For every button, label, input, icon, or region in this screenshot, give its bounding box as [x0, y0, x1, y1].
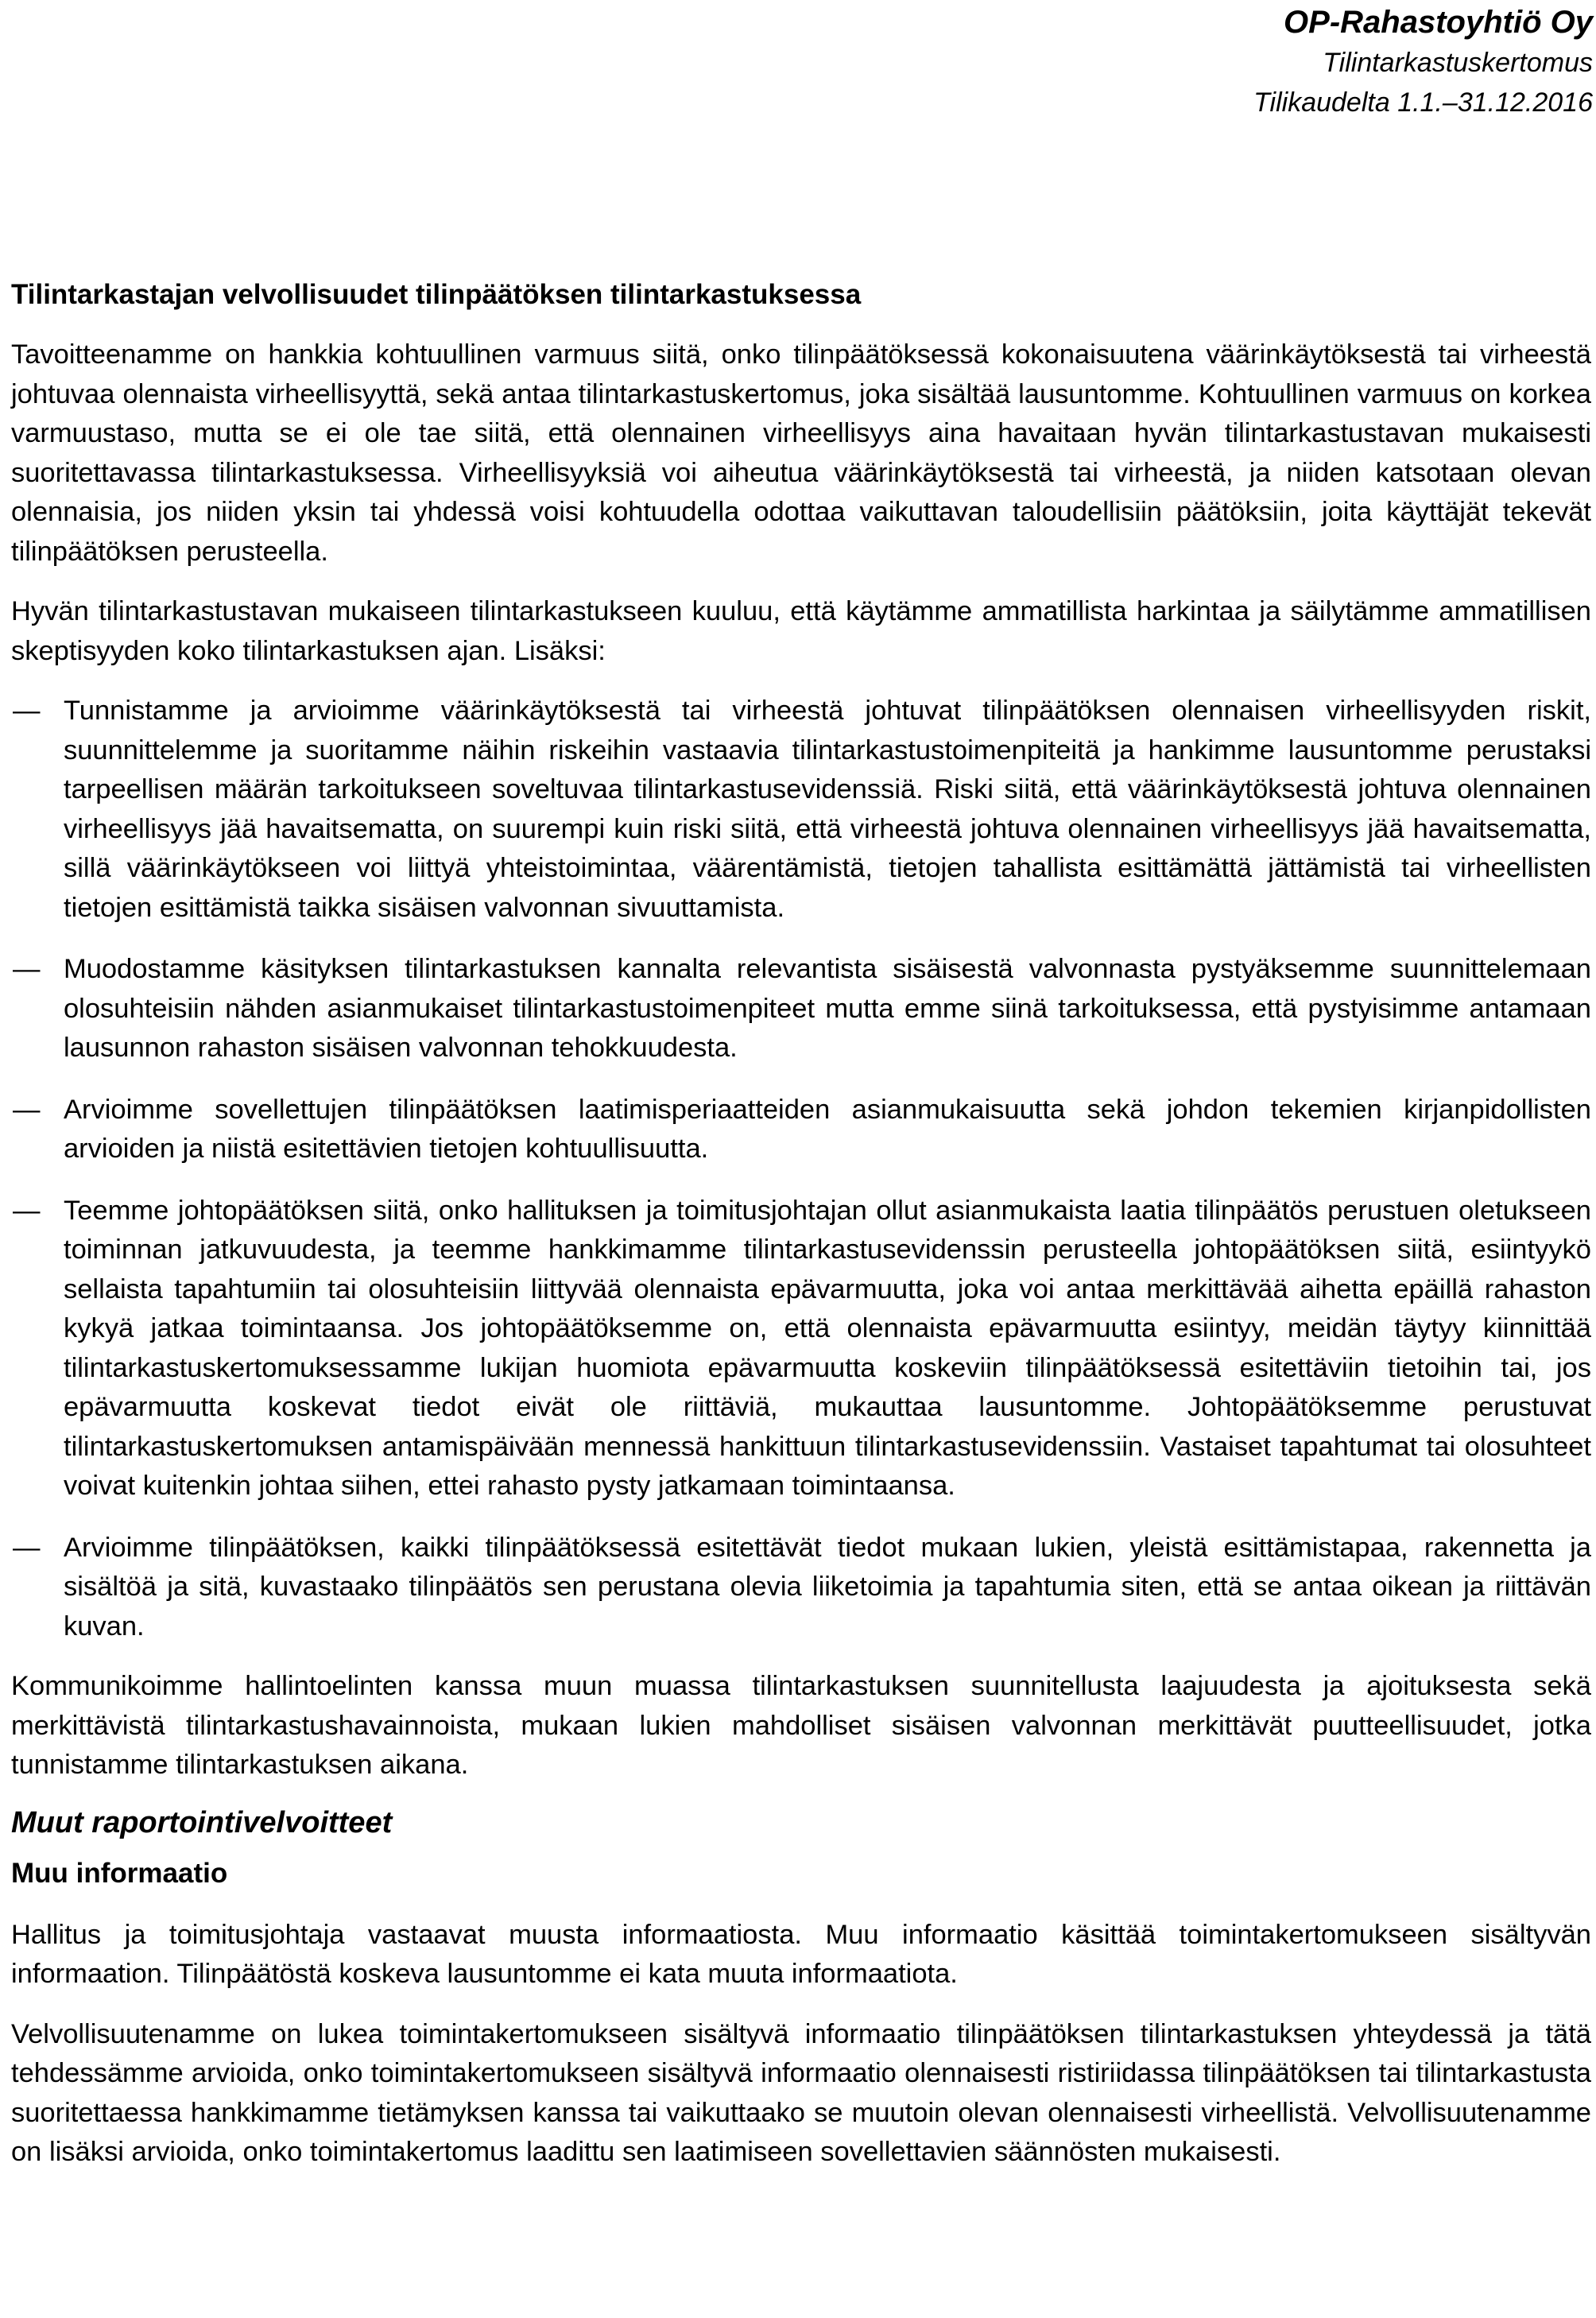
paragraph-duty: Velvollisuutenamme on lukea toimintakertomukseen sisältyvä informaatio tilinpäätöksen tilintarkastuksen yhteydessä ja tätä tehdessämme arvioida, onko toimintakertomukseen sisältyvä informaatio olennaisesti ristiriidassa tilinpäätöksen tai tilintarkastusta suoritettaessa hankkimamme tietämyksen kanssa tai vaikuttaako se muutoin olevan olennaisesti virheellistä. Velvollisuutenamme on lisäksi arvioida, onko toimintakertomus laadittu sen laatimiseen sovellettavien säännösten mukaisesti.	[11, 2018, 1591, 2167]
report-title: Tilintarkastuskertomus	[1323, 48, 1593, 78]
list-item-text: Arvioimme tilinpäätöksen, kaikki tilinpäätöksessä esitettävät tiedot mukaan lukien, yleistä esittämistapaa, rakennetta ja sisältöä ja sitä, kuvastaako tilinpäätös sen perustana olevia liiketoimia ja tapahtumia siten, että se antaa oikean ja riittävän kuvan.	[64, 1532, 1591, 1642]
list-item	[11, 1529, 1591, 1647]
list-item-text: Tunnistamme ja arvioimme väärinkäytöksestä tai virheestä johtuvat tilinpäätöksen olennaisen virheellisyyden riskit, suunnittelemme ja suoritamme näihin riskeihin vastaavia tilintarkastustoimenpiteitä ja hankimme lausuntomme perustaksi tarpeellisen määrän tarkoitukseen soveltuvaa tilintarkastusevidenssiä. Riski siitä, että väärinkäytöksestä johtuva olennainen virheellisyys jää havaitsematta, on suurempi kuin riski siitä, että virheestä johtuva olennainen virheellisyys jää havaitsematta, sillä väärinkäytökseen voi liittyä yhteistoimintaa, väärentämistä, tietojen tahallista esittämättä jättämistä tai virheellisten tietojen esittämistä taikka sisäisen valvonnan sivuuttamista.	[64, 696, 1591, 923]
bullet-dash: —	[13, 696, 41, 726]
section-heading: Tilintarkastajan velvollisuudet tilinpäätöksen tilintarkastuksessa	[11, 279, 862, 310]
list-item-text: Muodostamme käsityksen tilintarkastuksen kannalta relevantista sisäisestä valvonnasta pystyäksemme suunnittelemaan olosuhteisiin nähden asianmukaiset tilintarkastustoimenpiteet mutta emme siinä tarkoituksessa, että pystyisimme antamaan lausunnon rahaston sisäisen valvonnan tehokkuudesta.	[64, 954, 1591, 1063]
bullet-dash: —	[13, 1094, 41, 1125]
sub-heading: Muu informaatio	[11, 1857, 228, 1889]
list-item-text: Arvioimme sovellettujen tilinpäätöksen laatimisperiaatteiden asianmukaisuutta sekä johdon tekemien kirjanpidollisten arvioiden ja niistä esitettävien tietojen kohtuullisuutta.	[64, 1094, 1591, 1164]
list-item	[11, 1192, 1591, 1506]
page-header	[1253, 2, 1593, 122]
list-item	[11, 692, 1591, 928]
report-period: Tilikaudelta 1.1.–31.12.2016	[1253, 87, 1593, 118]
major-heading: Muut raportointivelvoitteet	[11, 1805, 393, 1839]
responsibilities-list	[11, 692, 1591, 1646]
bullet-dash: —	[13, 954, 41, 984]
document-body	[11, 275, 1591, 2173]
paragraph-objective: Tavoitteenamme on hankkia kohtuullinen varmuus siitä, onko tilinpäätöksessä kokonaisuutena väärinkäytöksestä tai virheestä johtuvaa olennaista virheellisyyttä, sekä antaa tilintarkastuskertomus, joka sisältää lausuntomme. Kohtuullinen varmuus on korkea varmuustaso, mutta se ei ole tae siitä, että olennainen virheellisyys aina havaitaan hyvän tilintarkastustavan mukaisesti suoritettavassa tilintarkastuksessa. Virheellisyyksiä voi aiheutua väärinkäytöksestä tai virheestä, ja niiden katsotaan olevan olennaisia, jos niiden yksin tai yhdessä voisi kohtuudella odottaa vaikuttavan taloudellisiin päätöksiin, joita käyttäjät tekevät tilinpäätöksen perusteella.	[11, 339, 1591, 567]
list-item	[11, 1091, 1591, 1169]
list-item	[11, 950, 1591, 1068]
paragraph-professional-judgement: Hyvän tilintarkastustavan mukaiseen tilintarkastukseen kuuluu, että käytämme ammatillista harkintaa ja säilytämme ammatillisen skeptisyyden koko tilintarkastuksen ajan. Lisäksi:	[11, 596, 1591, 666]
paragraph-other-information: Hallitus ja toimitusjohtaja vastaavat muusta informaatiosta. Muu informaatio käsittää toimintakertomukseen sisältyvän informaation. Tilinpäätöstä koskeva lausuntomme ei kata muuta informaatiota.	[11, 1919, 1591, 1989]
list-item-text: Teemme johtopäätöksen siitä, onko hallituksen ja toimitusjohtajan ollut asianmukaista laatia tilinpäätös perustuen oletukseen toiminnan jatkuvuudesta, ja teemme hankkimamme tilintarkastusevidenssin perusteella johtopäätöksen siitä, esiintyykö sellaista tapahtumiin tai olosuhteisiin liittyvää olennaista epävarmuutta, joka voi antaa merkittävää aihetta epäillä rahaston kykyä jatkaa toimintaansa. Jos johtopäätöksemme on, että olennaista epävarmuutta esiintyy, meidän täytyy kiinnittää tilintarkastuskertomuksessamme lukijan huomiota epävarmuutta koskeviin tilinpäätöksessä esitettäviin tietoihin tai, jos epävarmuutta koskevat tiedot eivät ole riittäviä, mukauttaa lausuntomme. Johtopäätöksemme perustuvat tilintarkastuskertomuksen antamispäivään mennessä hankittuun tilintarkastusevidenssiin. Vastaiset tapahtumat tai olosuhteet voivat kuitenkin johtaa siihen, ettei rahasto pysty jatkamaan toimintaansa.	[64, 1195, 1591, 1501]
bullet-dash: —	[13, 1195, 41, 1226]
company-name: OP-Rahastoyhtiö Oy	[1284, 5, 1593, 40]
paragraph-communication: Kommunikoimme hallintoelinten kanssa muun muassa tilintarkastuksen suunnitellusta laajuudesta ja ajoituksesta sekä merkittävistä tilintarkastushavainnoista, mukaan lukien mahdolliset sisäisen valvonnan merkittävät puutteellisuudet, jotka tunnistamme tilintarkastuksen aikana.	[11, 1671, 1591, 1780]
bullet-dash: —	[13, 1532, 41, 1563]
